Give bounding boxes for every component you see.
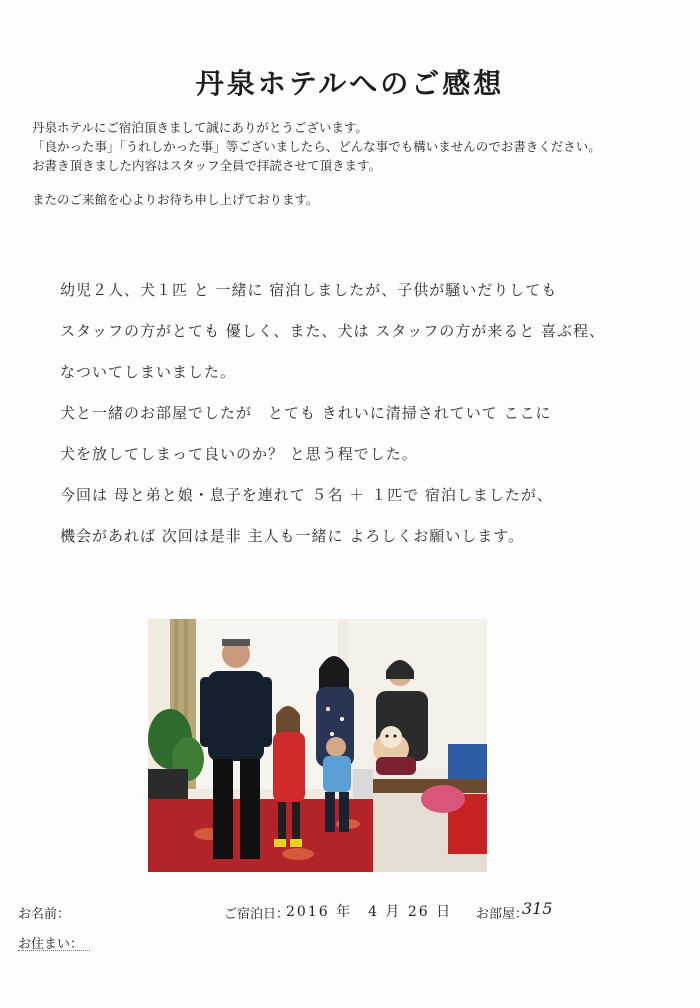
comment-line: 犬と一緒のお部屋でしたが とても きれいに清掃されていて ここに [60,404,552,422]
stay-date-value: 2016 年 4 月 26 日 [286,904,453,920]
guest-photo [148,619,487,872]
room-label: お部屋： [476,907,529,922]
address-label: お住まい： [18,937,84,952]
comment-line: スタッフの方がとても 優しく、また、犬は スタッフの方が来ると 喜ぶ程、 [60,322,606,340]
intro-line: 丹泉ホテルにご宿泊頂きまして誠にありがとうございます。 [32,120,368,135]
comment-line: 機会があれば 次回は是非 主人も一緒に よろしくお願いします。 [60,527,525,545]
comment-line: 幼児２人、犬１匹 と 一緒に 宿泊しましたが、子供が騒いだりしても [60,281,558,299]
intro-line: 「良かった事」「うれしかった事」等ございましたら、どんな事でも構いませんのでお書きください。 [32,139,601,154]
comment-line: 今回は 母と弟と娘・息子を連れて ５名 ＋ １匹で 宿泊しましたが、 [60,486,553,504]
intro-line: お書き頂きました内容はスタッフ全員で拝読させて頂きます。 [32,158,382,173]
intro-line: またのご来館を心よりお待ち申し上げております。 [32,192,319,207]
handwritten-comment [60,276,660,563]
form-title: 丹泉ホテルへのご感想 [195,67,505,100]
room-value: 315 [522,899,553,918]
comment-line: なついてしまいました。 [60,363,237,381]
stay-date-label: ご宿泊日： [224,907,290,922]
comment-line: 犬を放してしまって良いのか？ と思う程でした。 [60,445,418,463]
intro-spacer [32,175,682,190]
address-dotted-line [18,950,90,951]
name-label: お名前： [18,907,71,922]
intro-text [32,118,682,209]
form-footer [0,895,700,975]
